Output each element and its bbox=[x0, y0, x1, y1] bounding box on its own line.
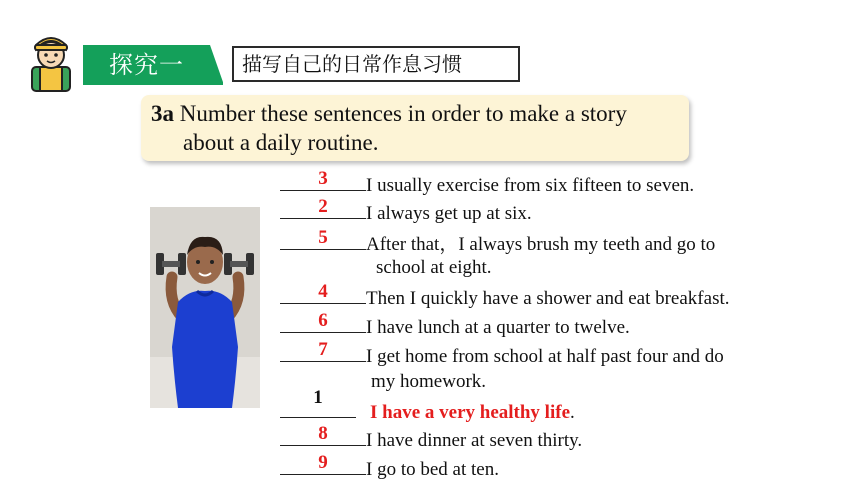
boy-exercising-photo bbox=[150, 207, 260, 408]
answer-number: 4 bbox=[318, 281, 328, 302]
sentence-text: After that，I always brush my teeth and go to bbox=[366, 234, 716, 255]
answer-number: 5 bbox=[318, 227, 328, 248]
sentence-text-highlight: I have a very healthy life bbox=[370, 402, 571, 423]
answer-blank[interactable] bbox=[280, 339, 366, 362]
answer-blank[interactable] bbox=[280, 227, 366, 250]
task-instruction-line1: Number these sentences in order to make a story bbox=[179, 101, 627, 126]
answer-number: 8 bbox=[318, 423, 328, 444]
list-item bbox=[280, 423, 583, 452]
student-avatar-icon bbox=[26, 33, 76, 93]
list-item bbox=[280, 168, 695, 197]
sentence-text-continued: my homework. bbox=[371, 371, 487, 392]
topic-title: 描写自己的日常作息习惯 bbox=[232, 46, 520, 82]
answer-blank[interactable] bbox=[280, 196, 366, 219]
list-item bbox=[280, 452, 499, 481]
list-item bbox=[280, 310, 630, 339]
task-number: 3a bbox=[151, 101, 174, 126]
answer-blank[interactable] bbox=[280, 168, 366, 191]
sentence-text: I go to bed at ten. bbox=[366, 459, 499, 480]
sentence-text: I get home from school at half past four and do bbox=[366, 346, 724, 367]
task-instruction-box bbox=[141, 95, 689, 161]
section-label: 探究一 bbox=[83, 45, 223, 85]
answer-blank[interactable] bbox=[280, 452, 366, 475]
answer-blank[interactable] bbox=[280, 310, 366, 333]
answer-number: 2 bbox=[318, 196, 328, 217]
sentence-text: I usually exercise from six fifteen to seven. bbox=[366, 175, 695, 196]
answer-number: 1 bbox=[313, 387, 323, 408]
list-item bbox=[280, 387, 575, 424]
sentence-text: Then I quickly have a shower and eat breakfast. bbox=[366, 288, 730, 309]
list-item bbox=[280, 339, 724, 368]
answer-blank[interactable] bbox=[280, 281, 366, 304]
answer-number: 7 bbox=[318, 339, 328, 360]
sentence-text: I always get up at six. bbox=[366, 203, 532, 224]
answer-blank[interactable] bbox=[280, 387, 356, 418]
sentence-text-continued: school at eight. bbox=[376, 257, 492, 278]
sentence-suffix: . bbox=[570, 402, 575, 423]
answer-number: 6 bbox=[318, 310, 328, 331]
sentence-text: I have lunch at a quarter to twelve. bbox=[366, 317, 630, 338]
list-item bbox=[280, 229, 715, 256]
task-instruction-line2: about a daily routine. bbox=[183, 130, 379, 155]
answer-blank[interactable] bbox=[280, 423, 366, 446]
list-item bbox=[280, 196, 532, 225]
answer-number: 9 bbox=[318, 452, 328, 473]
sentence-text: I have dinner at seven thirty. bbox=[366, 430, 583, 451]
list-item bbox=[280, 281, 730, 310]
answer-number: 3 bbox=[318, 168, 328, 189]
